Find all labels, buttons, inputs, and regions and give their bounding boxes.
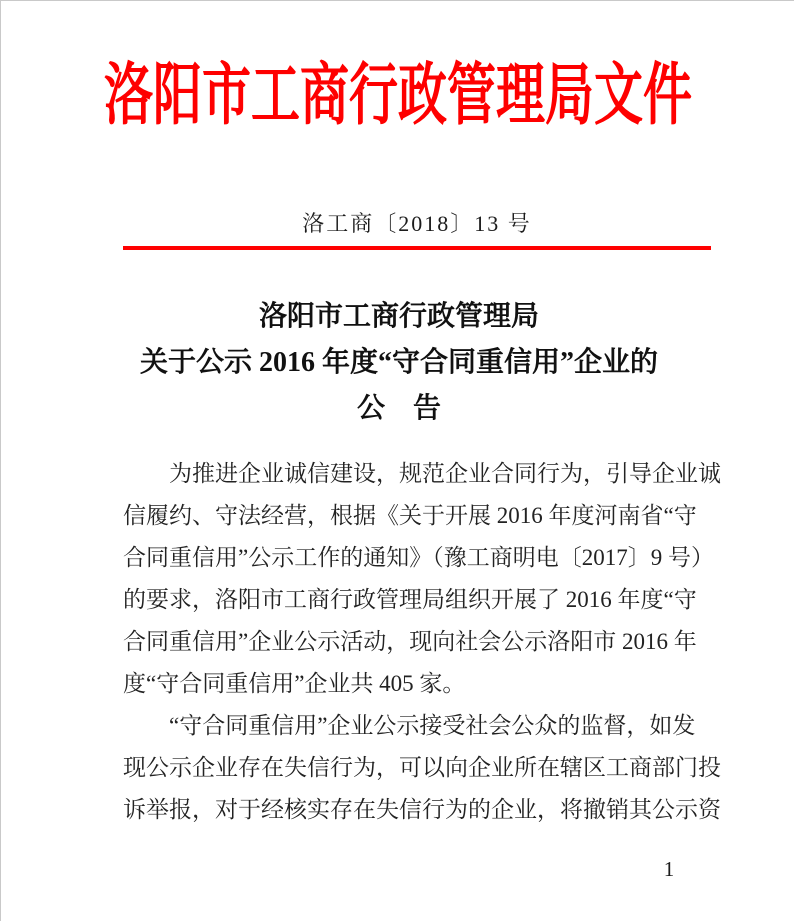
body-line: 现公示企业存在失信行为，可以向企业所在辖区工商部门投	[123, 755, 721, 780]
body-line: 度“守合同重信用”企业共 405 家。	[123, 671, 466, 696]
body-line: 合同重信用”公示工作的通知》（豫工商明电〔2017〕9 号）	[123, 545, 714, 570]
body-line: 的要求，洛阳市工商行政管理局组织开展了 2016 年度“守	[123, 587, 697, 612]
doc-reference-number: 洛工商〔2018〕13 号	[302, 211, 532, 236]
body-line: 合同重信用”企业公示活动，现向社会公示洛阳市 2016 年	[123, 629, 697, 654]
red-divider-line	[123, 246, 711, 250]
body-line: 信履约、守法经营，根据《关于开展 2016 年度河南省“守	[123, 503, 697, 528]
title-line-3: 公 告	[356, 393, 441, 424]
document-title	[123, 294, 675, 432]
body-line: “守合同重信用”企业公示接受社会公众的监督，如发	[169, 713, 696, 738]
page-number: 1	[663, 857, 675, 881]
body-line: 为推进企业诚信建设，规范企业合同行为，引导企业诚	[169, 461, 721, 486]
document-body	[123, 453, 721, 831]
letterhead-banner	[1, 57, 794, 134]
title-line-1: 洛阳市工商行政管理局	[258, 301, 539, 332]
body-line: 诉举报，对于经核实存在失信行为的企业，将撤销其公示资	[123, 797, 721, 822]
title-line-2: 关于公示 2016 年度“守合同重信用”企业的	[139, 347, 658, 378]
letterhead-title: 洛阳市工商行政管理局文件	[103, 57, 692, 134]
